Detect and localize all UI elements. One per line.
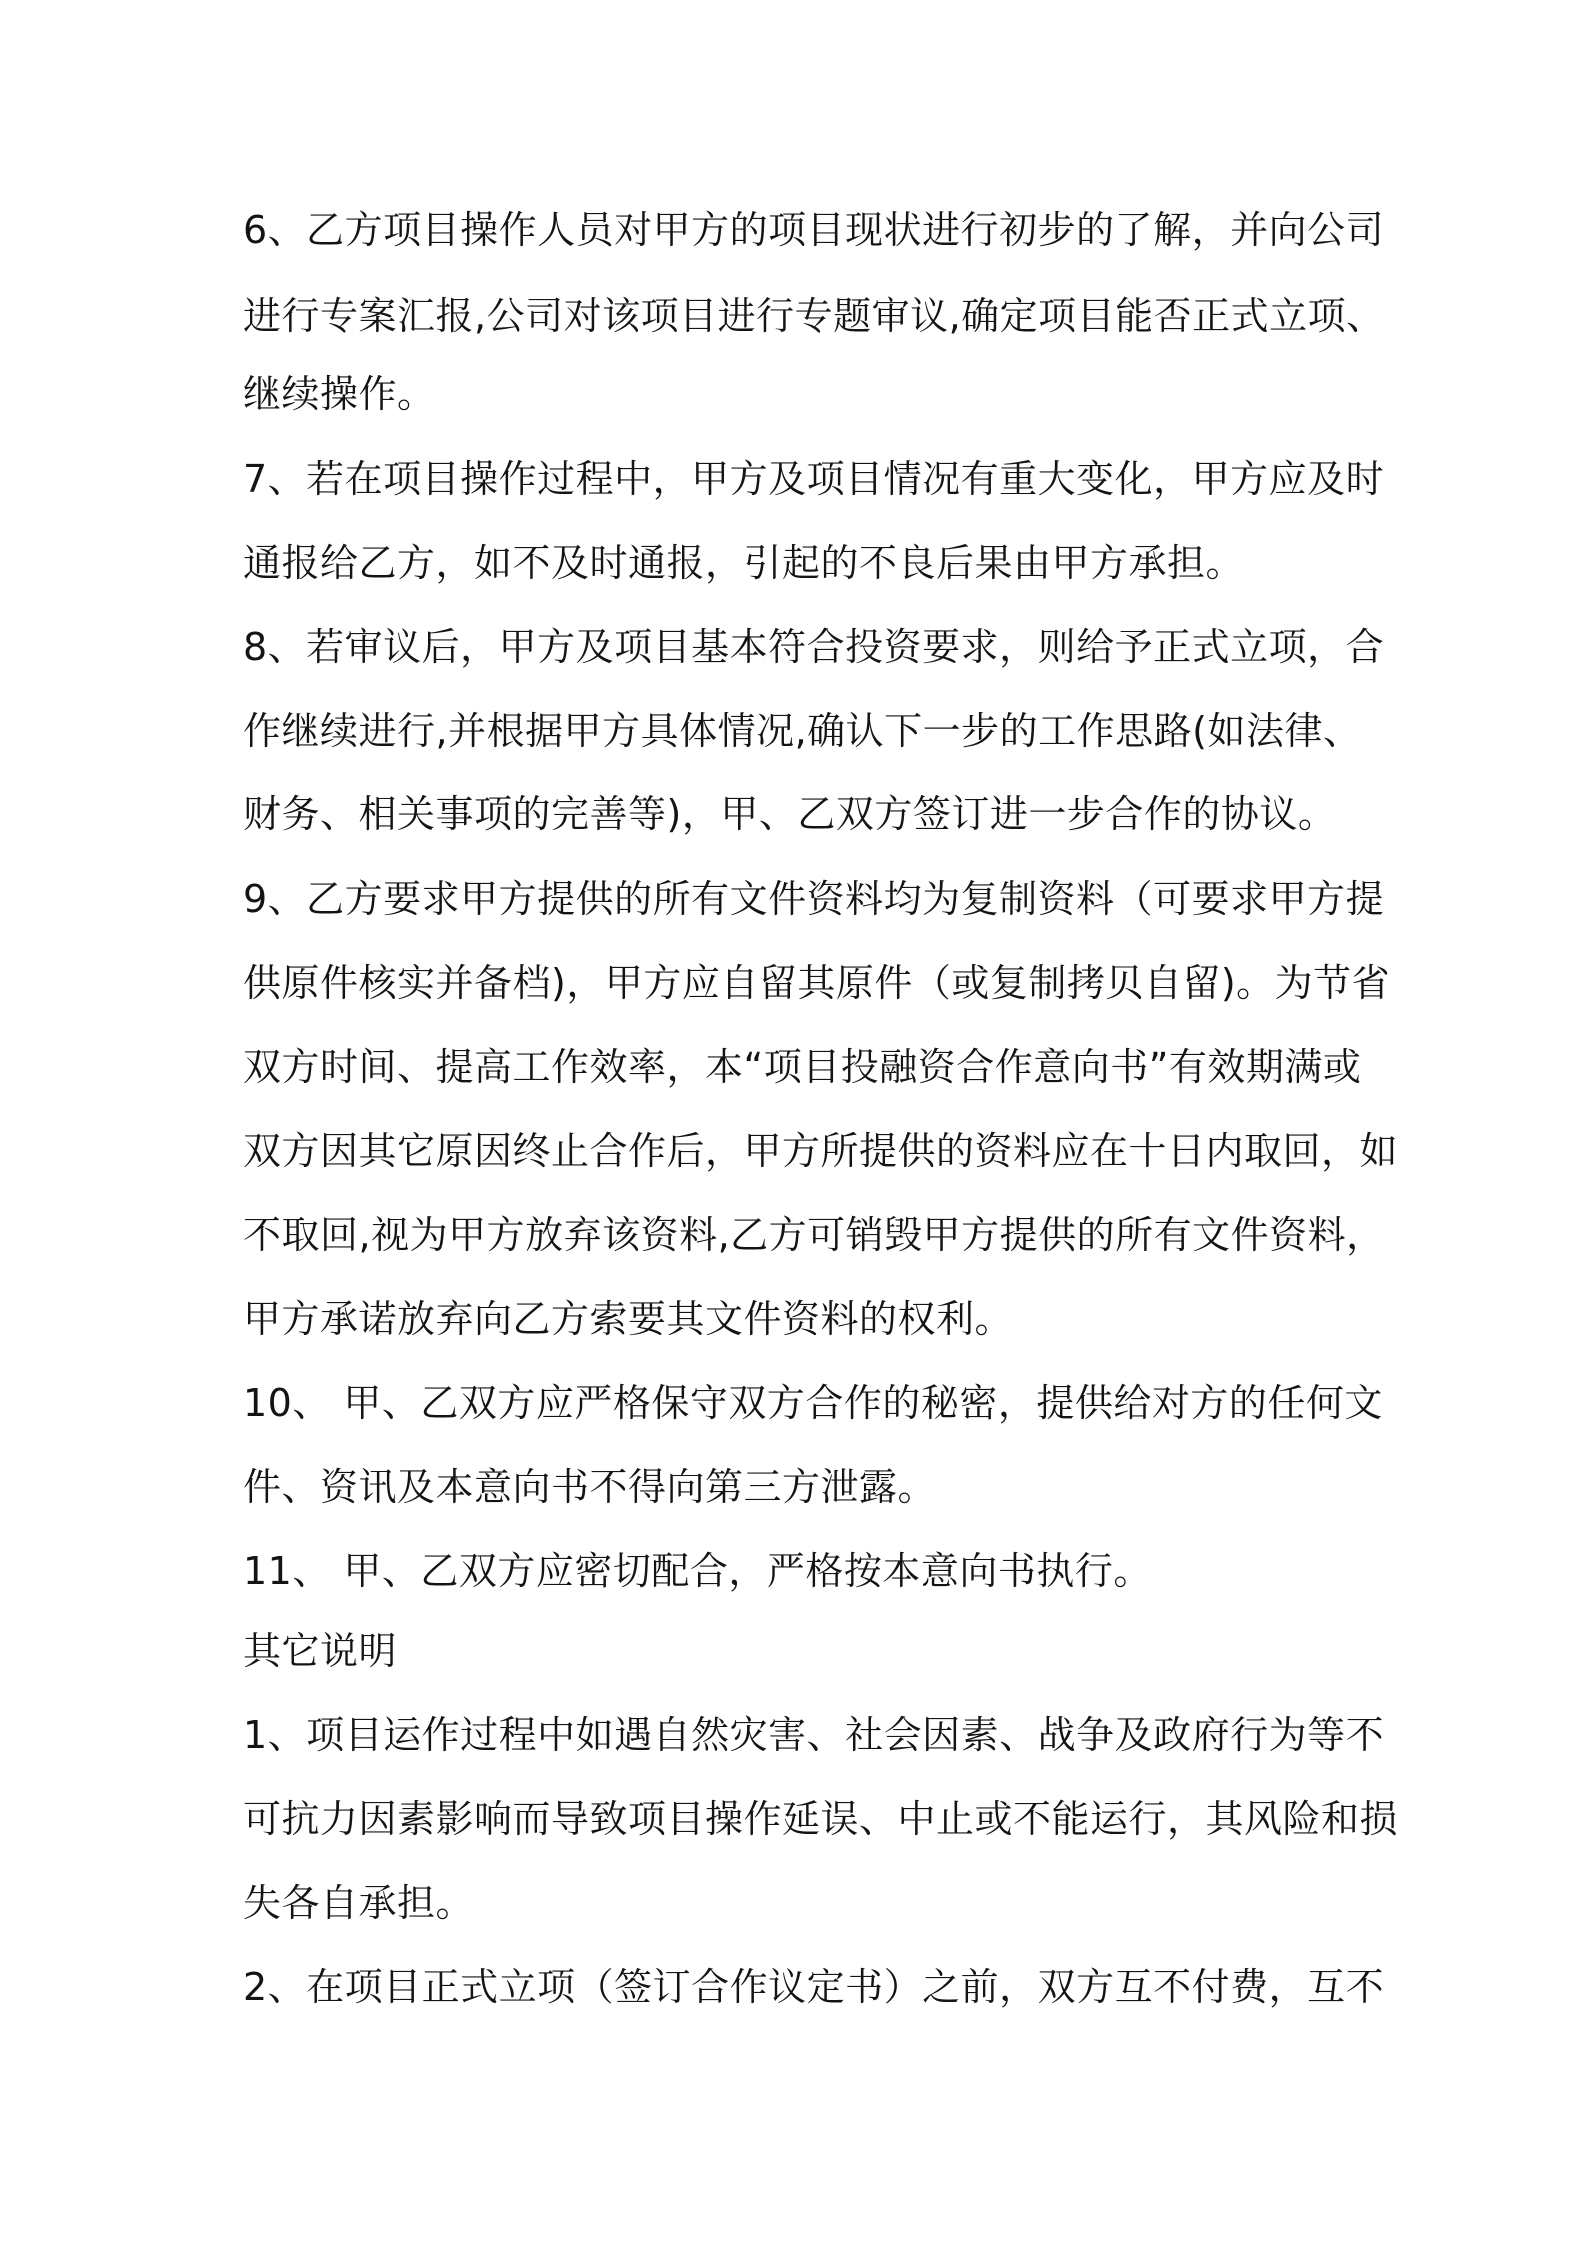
text-line: 1、项目运作过程中如遇自然灾害、社会因素、战争及政府行为等不 [243,1713,1385,1757]
text-line: 进行专案汇报,公司对该项目进行专题审议,确定项目能否正式立项、 [243,294,1385,338]
text-line: 7、若在项目操作过程中，甲方及项目情况有重大变化，甲方应及时 [243,457,1385,501]
text-line: 甲方承诺放弃向乙方索要其文件资料的权利。 [243,1297,1014,1341]
text-line: 失各自承担。 [243,1881,475,1925]
text-line: 6、乙方项目操作人员对甲方的项目现状进行初步的了解，并向公司 [243,208,1385,252]
text-line: 继续操作。 [243,372,436,416]
text-line: 11、 甲、乙双方应密切配合，严格按本意向书执行。 [243,1549,1152,1593]
text-line: 供原件核实并备档)，甲方应自留其原件（或复制拷贝自留)。为节省 [243,961,1391,1005]
text-line: 可抗力因素影响而导致项目操作延误、中止或不能运行，其风险和损 [243,1797,1399,1841]
text-line: 8、若审议后，甲方及项目基本符合投资要求，则给予正式立项，合 [243,625,1385,669]
text-line: 双方时间、提高工作效率，本“项目投融资合作意向书”有效期满或 [243,1045,1362,1089]
text-line: 件、资讯及本意向书不得向第三方泄露。 [243,1465,937,1509]
text-line: 不取回,视为甲方放弃该资料,乙方可销毁甲方提供的所有文件资料， [243,1213,1385,1257]
text-line: 9、乙方要求甲方提供的所有文件资料均为复制资料（可要求甲方提 [243,877,1385,921]
text-line: 2、在项目正式立项（签订合作议定书）之前，双方互不付费，互不 [243,1965,1385,2009]
text-line: 通报给乙方，如不及时通报，引起的不良后果由甲方承担。 [243,541,1245,585]
text-line: 10、 甲、乙双方应严格保守双方合作的秘密，提供给对方的任何文 [243,1381,1383,1425]
text-line: 作继续进行,并根据甲方具体情况,确认下一步的工作思路(如法律、 [243,709,1362,753]
text-line: 财务、相关事项的完善等)，甲、乙双方签订进一步合作的协议。 [243,792,1337,836]
text-line: 双方因其它原因终止合作后，甲方所提供的资料应在十日内取回，如 [243,1129,1399,1173]
section-heading: 其它说明 [243,1629,398,1673]
